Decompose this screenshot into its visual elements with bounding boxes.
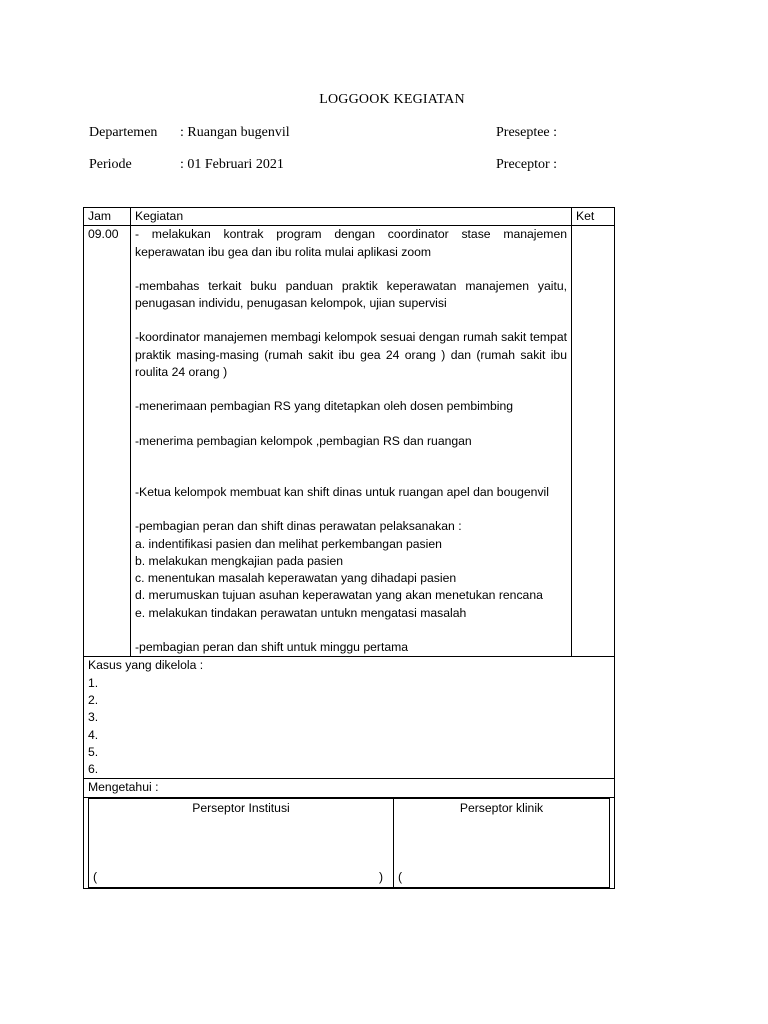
signature-cell (84, 797, 615, 888)
activity-subitem: a. indentifikasi pasien dan melihat perkembangan pasien (135, 536, 442, 551)
preceptor-label: Preceptor : (496, 157, 558, 172)
header-kegiatan: Kegiatan (131, 208, 572, 226)
page-title: LOGGOOK KEGIATAN (319, 92, 465, 107)
cell-jam: 09.00 (84, 226, 131, 657)
case-item: 5. (88, 744, 99, 759)
signature-close-paren: ) (378, 870, 383, 885)
case-item: 2. (88, 692, 99, 707)
departemen-label: Departemen (89, 125, 158, 140)
cell-kegiatan (131, 226, 572, 657)
activity-subitem: d. merumuskan tujuan asuhan keperawatan yang akan menetukan rencana (135, 588, 543, 603)
signature-institusi (89, 798, 394, 887)
activity-item: - melakukan kontrak program dengan coordinator stase manajemen keperawatan ibu gea dan ibu rolita mulai aplikasi zoom (135, 227, 567, 259)
header-ket: Ket (572, 208, 615, 226)
periode-value: : 01 Februari 2021 (180, 157, 284, 172)
case-item: 3. (88, 710, 99, 725)
signature-open-paren: ( (93, 870, 98, 885)
activity-subitem: e. melakukan tindakan perawatan untukn mengatasi masalah (135, 605, 467, 620)
table-header-row (84, 208, 615, 226)
activity-item: -pembagian peran dan shift untuk minggu pertama (135, 640, 409, 655)
cases-row (84, 657, 615, 779)
activity-subitem: c. menentukan masalah keperawatan yang dihadapi pasien (135, 571, 457, 586)
header-jam: Jam (84, 208, 131, 226)
activity-item: -menerimaan pembagian RS yang ditetapkan oleh dosen pembimbing (135, 399, 514, 414)
signature-row (84, 797, 615, 888)
activity-item: -pembagian peran dan shift dinas perawatan pelaksanakan : (135, 519, 462, 534)
activity-item: -membahas terkait buku panduan praktik keperawatan manajemen yaitu, penugasan individu, penugasan kelompok, ujian supervisi (135, 278, 567, 311)
activity-subitem: b. melakukan mengkajian pada pasien (135, 553, 344, 568)
cases-label: Kasus yang dikelola : (88, 658, 204, 673)
preseptee-label: Preseptee : (496, 125, 558, 140)
periode-label: Periode (89, 157, 132, 172)
departemen-value: : Ruangan bugenvil (180, 125, 290, 140)
case-item: 4. (88, 727, 99, 742)
signature-klinik (394, 798, 610, 887)
logbook-table (83, 207, 615, 889)
mengetahui-row (84, 779, 615, 797)
activity-item: -menerima pembagian kelompok ,pembagian RS dan ruangan (135, 433, 472, 448)
cases-cell (84, 657, 615, 779)
case-item: 6. (88, 762, 99, 777)
cell-ket (572, 226, 615, 657)
activity-item: -koordinator manajemen membagi kelompok sesuai dengan rumah sakit tempat praktik masing-masing (rumah sakit ibu gea 24 orang ) dan (rumah sakit ibu roulita 24 orang ) (135, 330, 567, 380)
table-row (84, 226, 615, 657)
signature-open-paren: ( (398, 870, 403, 885)
mengetahui-label: Mengetahui : (84, 779, 615, 797)
signature-klinik-label: Perseptor klinik (459, 800, 544, 815)
case-item: 1. (88, 675, 99, 690)
signature-institusi-label: Perseptor Institusi (192, 800, 290, 815)
activity-item: -Ketua kelompok membuat kan shift dinas untuk ruangan apel dan bougenvil (135, 484, 549, 499)
